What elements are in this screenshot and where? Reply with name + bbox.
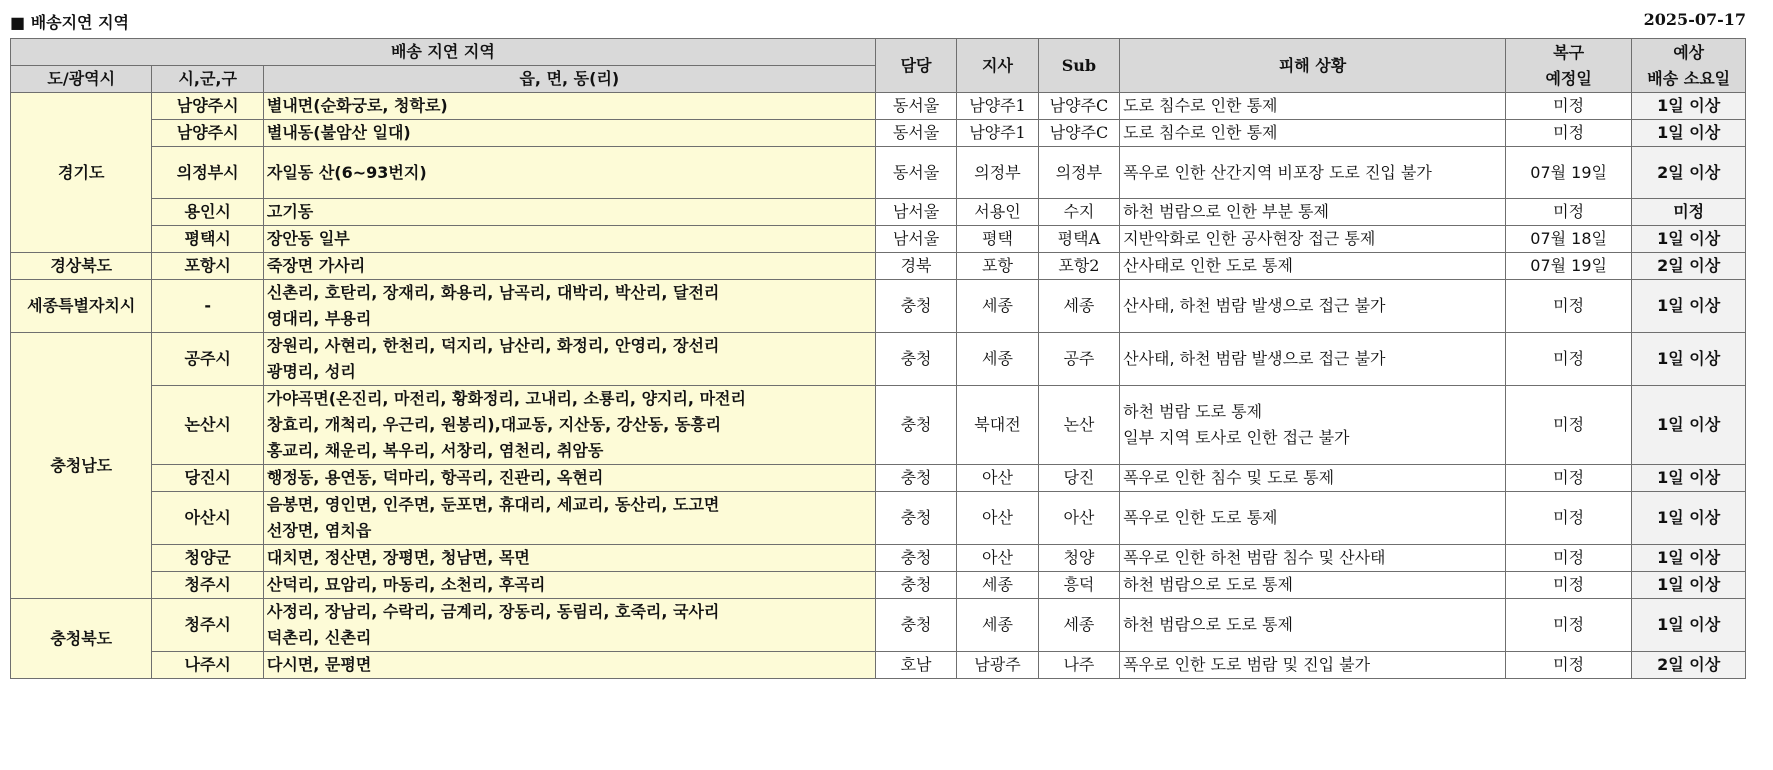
sub-cell: 나주 <box>1038 652 1119 679</box>
restore-cell: 미정 <box>1505 120 1631 147</box>
area-line: 덕촌리, 신촌리 <box>266 628 372 647</box>
area-line: 광명리, 성리 <box>266 362 356 381</box>
table-row <box>11 599 1746 652</box>
days-cell: 1일 이상 <box>1632 386 1746 465</box>
manager-cell: 남서울 <box>875 226 956 253</box>
days-cell: 1일 이상 <box>1632 572 1746 599</box>
delay-region-table <box>10 38 1746 679</box>
area-line: 창효리, 개척리, 우근리, 원봉리),대교동, 지산동, 강산동, 동흥리 <box>266 415 722 434</box>
header-province: 도/광역시 <box>11 66 152 93</box>
sub-cell: 남양주C <box>1038 93 1119 120</box>
table-row <box>11 226 1746 253</box>
area-line: 장안동 일부 <box>266 229 350 248</box>
city-cell: 평택시 <box>152 226 263 253</box>
damage-cell <box>1120 120 1506 147</box>
header-manager: 담당 <box>875 39 956 93</box>
days-cell: 1일 이상 <box>1632 226 1746 253</box>
area-line: 사정리, 장남리, 수락리, 금계리, 장동리, 동림리, 호죽리, 국사리 <box>266 602 720 621</box>
restore-cell: 미정 <box>1505 93 1631 120</box>
sub-cell: 아산 <box>1038 492 1119 545</box>
sheet-title: ■ 배송지연 지역 <box>10 13 129 32</box>
sub-cell: 의정부 <box>1038 147 1119 199</box>
restore-cell: 미정 <box>1505 572 1631 599</box>
damage-cell <box>1120 545 1506 572</box>
branch-cell: 의정부 <box>957 147 1038 199</box>
area-line: 별내동(불암산 일대) <box>266 123 411 142</box>
days-cell: 1일 이상 <box>1632 93 1746 120</box>
damage-line: 일부 지역 토사로 인한 접근 불가 <box>1123 428 1350 447</box>
manager-cell: 경북 <box>875 253 956 280</box>
manager-cell: 충청 <box>875 280 956 333</box>
province-cell: 경상북도 <box>11 253 152 280</box>
city-cell: 의정부시 <box>152 147 263 199</box>
area-line: 죽장면 가사리 <box>266 256 366 275</box>
branch-cell: 평택 <box>957 226 1038 253</box>
restore-cell: 미정 <box>1505 652 1631 679</box>
area-cell <box>263 652 875 679</box>
header-restore <box>1505 39 1631 93</box>
province-cell: 세종특별자치시 <box>11 280 152 333</box>
table-row <box>11 333 1746 386</box>
damage-cell <box>1120 199 1506 226</box>
damage-cell <box>1120 280 1506 333</box>
restore-cell: 미정 <box>1505 465 1631 492</box>
restore-cell: 미정 <box>1505 280 1631 333</box>
manager-cell: 남서울 <box>875 199 956 226</box>
city-cell: - <box>152 280 263 333</box>
table-row <box>11 120 1746 147</box>
city-cell: 논산시 <box>152 386 263 465</box>
damage-cell <box>1120 386 1506 465</box>
restore-cell: 미정 <box>1505 545 1631 572</box>
area-cell <box>263 253 875 280</box>
province-cell: 충청남도 <box>11 333 152 599</box>
manager-cell: 충청 <box>875 572 956 599</box>
damage-line: 하천 범람으로 도로 통제 <box>1123 615 1293 634</box>
area-line: 행정동, 용연동, 덕마리, 항곡리, 진관리, 옥현리 <box>266 468 604 487</box>
sub-cell: 청양 <box>1038 545 1119 572</box>
days-cell: 1일 이상 <box>1632 120 1746 147</box>
table-row <box>11 652 1746 679</box>
area-line: 장원리, 사현리, 한천리, 덕지리, 남산리, 화정리, 안영리, 장선리 <box>266 336 720 355</box>
sub-cell: 세종 <box>1038 599 1119 652</box>
area-cell <box>263 545 875 572</box>
damage-cell <box>1120 465 1506 492</box>
sheet-date: 2025-07-17 <box>1643 10 1746 29</box>
sub-cell: 세종 <box>1038 280 1119 333</box>
sub-cell: 포항2 <box>1038 253 1119 280</box>
restore-cell: 07월 18일 <box>1505 226 1631 253</box>
damage-cell <box>1120 599 1506 652</box>
sub-cell: 논산 <box>1038 386 1119 465</box>
city-cell: 청주시 <box>152 599 263 652</box>
branch-cell: 남양주1 <box>957 93 1038 120</box>
branch-cell: 서용인 <box>957 199 1038 226</box>
damage-line: 폭우로 인한 도로 범람 및 진입 불가 <box>1123 655 1371 674</box>
header-days <box>1632 39 1746 93</box>
sub-cell: 흥덕 <box>1038 572 1119 599</box>
manager-cell: 동서울 <box>875 120 956 147</box>
days-cell: 2일 이상 <box>1632 253 1746 280</box>
header-restore-line1: 복구 <box>1553 42 1585 62</box>
damage-cell <box>1120 652 1506 679</box>
damage-line: 폭우로 인한 도로 통제 <box>1123 508 1278 527</box>
damage-line: 산사태로 인한 도로 통제 <box>1123 256 1293 275</box>
damage-cell <box>1120 492 1506 545</box>
area-cell <box>263 465 875 492</box>
table-row <box>11 147 1746 199</box>
branch-cell: 남광주 <box>957 652 1038 679</box>
area-line: 다시면, 문평면 <box>266 655 372 674</box>
table-row <box>11 492 1746 545</box>
header-damage: 피해 상황 <box>1120 39 1506 93</box>
province-cell: 경기도 <box>11 93 152 253</box>
days-cell: 1일 이상 <box>1632 492 1746 545</box>
restore-cell: 미정 <box>1505 333 1631 386</box>
area-cell <box>263 333 875 386</box>
header-restore-line2: 예정일 <box>1545 68 1592 88</box>
city-cell: 포항시 <box>152 253 263 280</box>
area-cell <box>263 599 875 652</box>
province-cell: 충청북도 <box>11 599 152 679</box>
damage-cell <box>1120 253 1506 280</box>
area-line: 가야곡면(온진리, 마전리, 황화정리, 고내리, 소룡리, 양지리, 마전리 <box>266 389 746 408</box>
table-row <box>11 545 1746 572</box>
area-line: 대치면, 정산면, 장평면, 청남면, 목면 <box>266 548 530 567</box>
area-cell <box>263 572 875 599</box>
table-row <box>11 465 1746 492</box>
city-cell: 남양주시 <box>152 93 263 120</box>
city-cell: 용인시 <box>152 199 263 226</box>
header-area: 읍, 면, 동(리) <box>263 66 875 93</box>
city-cell: 남양주시 <box>152 120 263 147</box>
sub-cell: 공주 <box>1038 333 1119 386</box>
sub-cell: 평택A <box>1038 226 1119 253</box>
restore-cell: 07월 19일 <box>1505 147 1631 199</box>
days-cell: 미정 <box>1632 199 1746 226</box>
restore-cell: 미정 <box>1505 599 1631 652</box>
damage-line: 도로 침수로 인한 통제 <box>1123 96 1278 115</box>
city-cell: 아산시 <box>152 492 263 545</box>
manager-cell: 호남 <box>875 652 956 679</box>
manager-cell: 동서울 <box>875 93 956 120</box>
area-cell <box>263 120 875 147</box>
area-line: 신촌리, 호탄리, 장재리, 화용리, 남곡리, 대박리, 박산리, 달전리 <box>266 283 720 302</box>
area-cell <box>263 226 875 253</box>
restore-cell: 미정 <box>1505 199 1631 226</box>
branch-cell: 포항 <box>957 253 1038 280</box>
manager-cell: 충청 <box>875 492 956 545</box>
header-group: 배송 지연 지역 <box>11 39 876 66</box>
days-cell: 1일 이상 <box>1632 465 1746 492</box>
branch-cell: 세종 <box>957 333 1038 386</box>
city-cell: 청주시 <box>152 572 263 599</box>
area-line: 별내면(순화궁로, 청학로) <box>266 96 448 115</box>
table-row <box>11 386 1746 465</box>
header-city: 시,군,구 <box>152 66 263 93</box>
days-cell: 1일 이상 <box>1632 280 1746 333</box>
area-cell <box>263 199 875 226</box>
damage-line: 산사태, 하천 범람 발생으로 접근 불가 <box>1123 349 1386 368</box>
area-cell <box>263 93 875 120</box>
area-line: 선장면, 염치읍 <box>266 521 372 540</box>
restore-cell: 미정 <box>1505 492 1631 545</box>
branch-cell: 세종 <box>957 280 1038 333</box>
damage-cell <box>1120 572 1506 599</box>
header-branch: 지사 <box>957 39 1038 93</box>
branch-cell: 세종 <box>957 572 1038 599</box>
table-row <box>11 572 1746 599</box>
header-sub: Sub <box>1038 39 1119 93</box>
sub-cell: 수지 <box>1038 199 1119 226</box>
days-cell: 2일 이상 <box>1632 147 1746 199</box>
area-line: 산덕리, 묘암리, 마동리, 소천리, 후곡리 <box>266 575 546 594</box>
sub-cell: 남양주C <box>1038 120 1119 147</box>
damage-cell <box>1120 333 1506 386</box>
branch-cell: 아산 <box>957 545 1038 572</box>
city-cell: 청양군 <box>152 545 263 572</box>
area-cell <box>263 280 875 333</box>
damage-line: 폭우로 인한 하천 범람 침수 및 산사태 <box>1123 548 1386 567</box>
damage-line: 지반악화로 인한 공사현장 접근 통제 <box>1123 229 1376 248</box>
manager-cell: 충청 <box>875 599 956 652</box>
damage-line: 산사태, 하천 범람 발생으로 접근 불가 <box>1123 296 1386 315</box>
table-row <box>11 199 1746 226</box>
manager-cell: 충청 <box>875 386 956 465</box>
area-line: 영대리, 부용리 <box>266 309 372 328</box>
area-line: 고기동 <box>266 202 314 221</box>
damage-cell <box>1120 147 1506 199</box>
damage-line: 도로 침수로 인한 통제 <box>1123 123 1278 142</box>
damage-line: 하천 범람으로 인한 부분 통제 <box>1123 202 1329 221</box>
city-cell: 나주시 <box>152 652 263 679</box>
branch-cell: 남양주1 <box>957 120 1038 147</box>
area-cell <box>263 492 875 545</box>
damage-cell <box>1120 226 1506 253</box>
restore-cell: 미정 <box>1505 386 1631 465</box>
city-cell: 당진시 <box>152 465 263 492</box>
table-row <box>11 280 1746 333</box>
days-cell: 1일 이상 <box>1632 545 1746 572</box>
branch-cell: 북대전 <box>957 386 1038 465</box>
manager-cell: 충청 <box>875 545 956 572</box>
area-line: 홍교리, 채운리, 복우리, 서창리, 염천리, 취암동 <box>266 441 604 460</box>
table-row <box>11 93 1746 120</box>
header-days-line2: 배송 소요일 <box>1647 68 1731 88</box>
area-line: 자일동 산(6~93번지) <box>266 162 427 182</box>
branch-cell: 아산 <box>957 465 1038 492</box>
days-cell: 2일 이상 <box>1632 652 1746 679</box>
days-cell: 1일 이상 <box>1632 333 1746 386</box>
days-cell: 1일 이상 <box>1632 599 1746 652</box>
manager-cell: 충청 <box>875 465 956 492</box>
city-cell: 공주시 <box>152 333 263 386</box>
area-cell <box>263 386 875 465</box>
branch-cell: 아산 <box>957 492 1038 545</box>
area-cell <box>263 147 875 199</box>
area-line: 음봉면, 영인면, 인주면, 둔포면, 휴대리, 세교리, 동산리, 도고면 <box>266 495 720 514</box>
sub-cell: 당진 <box>1038 465 1119 492</box>
damage-line: 하천 범람으로 도로 통제 <box>1123 575 1293 594</box>
damage-cell <box>1120 93 1506 120</box>
table-body <box>11 93 1746 679</box>
branch-cell: 세종 <box>957 599 1038 652</box>
damage-line: 폭우로 인한 침수 및 도로 통제 <box>1123 468 1335 487</box>
restore-cell: 07월 19일 <box>1505 253 1631 280</box>
damage-line: 폭우로 인한 산간지역 비포장 도로 진입 불가 <box>1123 162 1432 182</box>
header-days-line1: 예상 <box>1673 42 1705 62</box>
title-row <box>10 8 1746 30</box>
damage-line: 하천 범람 도로 통제 <box>1123 402 1263 421</box>
table-row <box>11 253 1746 280</box>
manager-cell: 충청 <box>875 333 956 386</box>
manager-cell: 동서울 <box>875 147 956 199</box>
